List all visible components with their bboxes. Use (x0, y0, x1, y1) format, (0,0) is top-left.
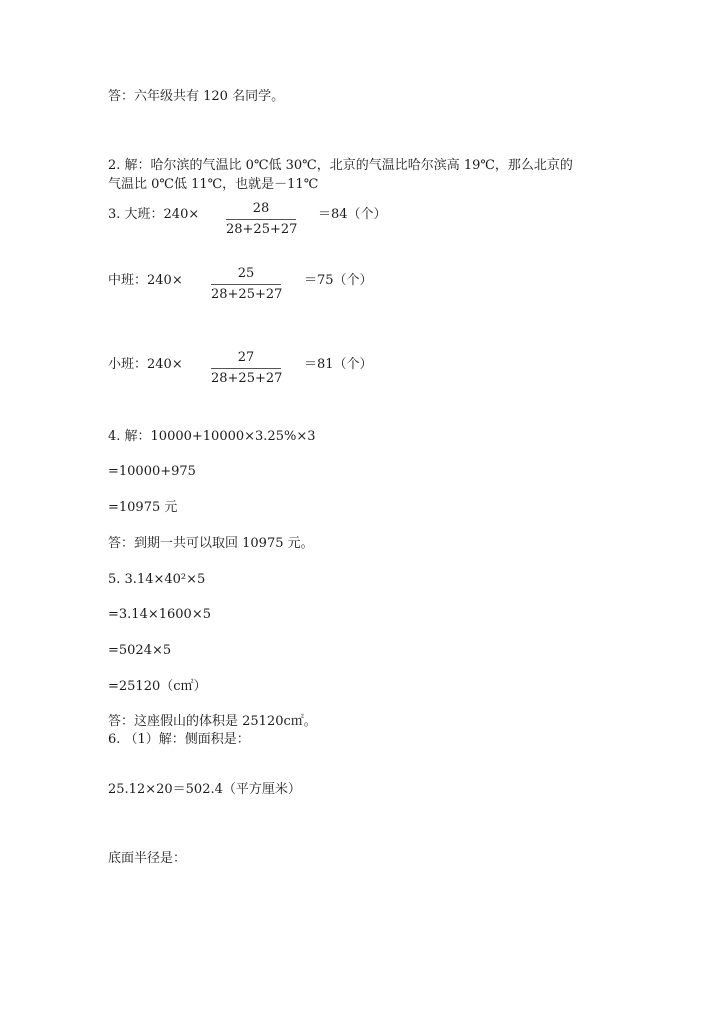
q4-answer: 答：到期一共可以取回 10975 元。 (108, 536, 314, 551)
q4-line-1: 4. 解：10000+10000×3.25%×3 (108, 429, 316, 444)
q3-big-fraction (226, 201, 296, 238)
q3-small-fraction (211, 350, 281, 387)
q5-answer: 答：这座假山的体积是 25120c㎡。 (108, 714, 317, 729)
q2-line-1: 2. 解：哈尔滨的气温比 0℃低 30℃，北京的气温比哈尔滨高 19℃，那么北京的 (108, 158, 573, 173)
q6-line-1: 6. （1）解：侧面积是： (108, 732, 250, 747)
q5-line-3: =5024×5 (108, 643, 172, 658)
q3-mid-result: ＝75（个） (304, 273, 373, 288)
q5-line-1: 5. 3.14×40²×5 (108, 572, 206, 587)
fraction-denominator: 28+25+27 (211, 287, 283, 302)
q6-line-2: 25.12×20＝502.4（平方厘米） (108, 782, 301, 797)
fraction-numerator: 27 (237, 350, 255, 365)
q3-big-prefix: 3. 大班：240× (108, 207, 200, 222)
q5-line-2: =3.14×1600×5 (108, 607, 211, 622)
q3-small-prefix: 小班：240× (108, 357, 183, 372)
fraction-numerator: 28 (252, 201, 270, 216)
q3-mid-prefix: 中班：240× (108, 273, 183, 288)
q3-big-result: ＝84（个） (318, 207, 387, 222)
q4-line-3: =10975 元 (108, 500, 178, 515)
q6-line-3: 底面半径是： (108, 851, 187, 866)
q2-line-2: 气温比 0℃低 11℃，也就是－11℃ (108, 177, 319, 192)
fraction-numerator: 25 (237, 266, 255, 281)
q3-mid-fraction (211, 266, 281, 303)
q3-small-result: ＝81（个） (304, 357, 373, 372)
q5-line-4: =25120（c㎡） (108, 679, 207, 694)
fraction-denominator: 28+25+27 (211, 371, 283, 386)
q4-line-2: =10000+975 (108, 464, 196, 479)
answer-1: 答：六年级共有 120 名同学。 (108, 89, 285, 104)
fraction-denominator: 28+25+27 (226, 222, 298, 237)
